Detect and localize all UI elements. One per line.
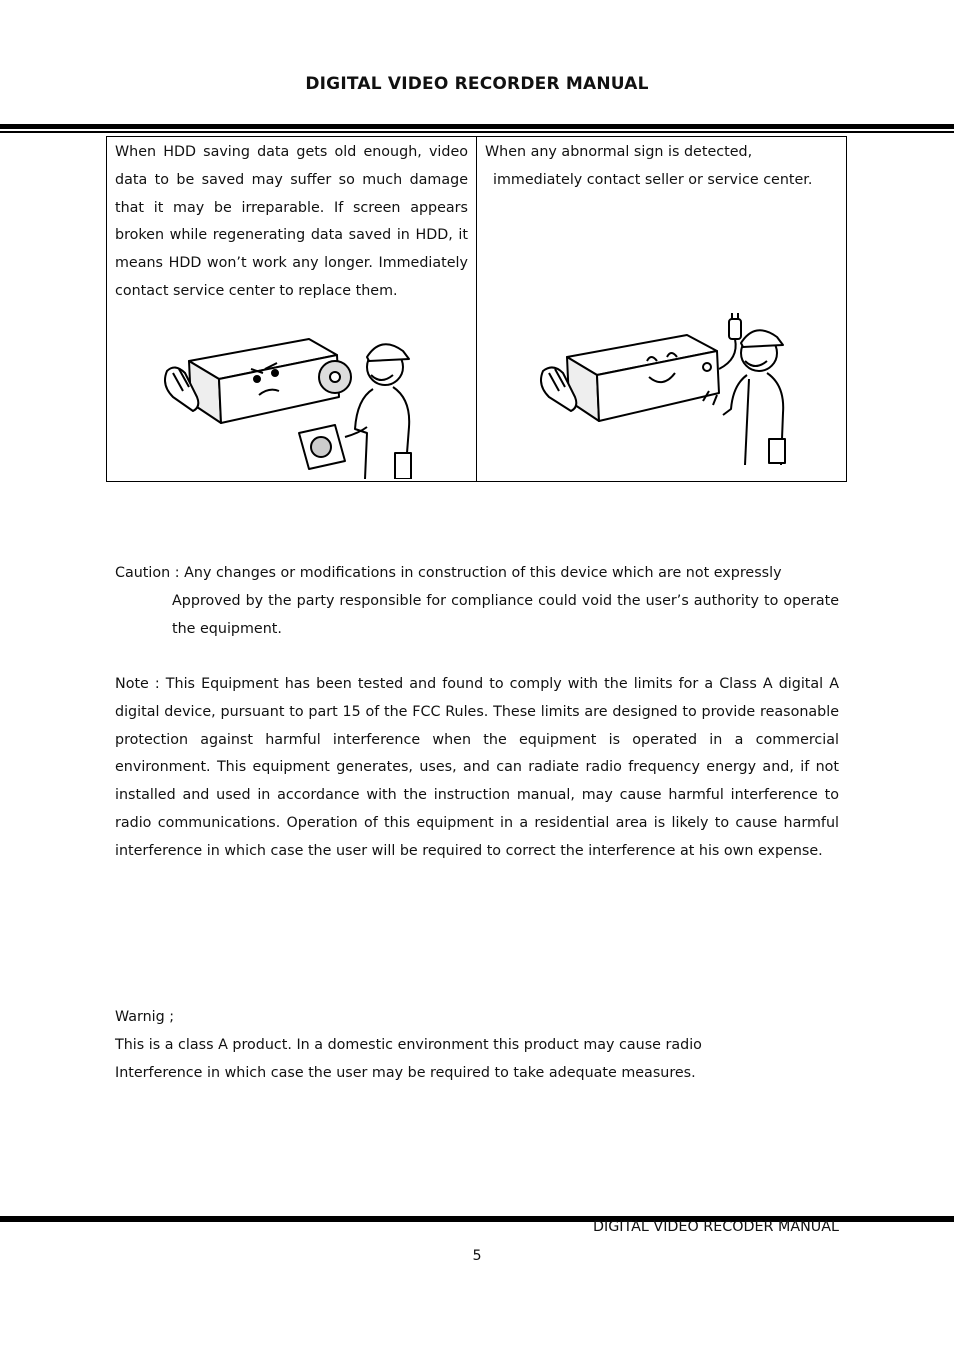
warning-line2: Interference in which case the user may be required to take adequate measures. xyxy=(115,1064,696,1081)
warning-illustration-table xyxy=(106,136,847,482)
warning-line1: This is a class A product. In a domestic environment this product may cause radio xyxy=(115,1036,702,1053)
warning-paragraph xyxy=(115,1004,839,1087)
warning-heading: Warnig ; xyxy=(115,1009,175,1025)
header-rule-thick xyxy=(0,124,954,129)
footer-title: DIGITAL VIDEO RECODER MANUAL xyxy=(592,1219,839,1235)
hdd-warning-text: When HDD saving data gets old enough, video data to be saved may suffer so much damage that it may be irreparable. If screen appears broken while regenerating data saved in HDD, it means HDD won’t work any longer. Immediately contact service center to replace them. xyxy=(115,144,468,299)
abnormal-sign-line2: immediately contact seller or service center. xyxy=(493,171,813,188)
abnormal-sign-line1: When any abnormal sign is detected, xyxy=(485,144,753,160)
caution-line2: Approved by the party responsible for compliance could void the user’s authority to operate the equipment. xyxy=(172,592,839,637)
caution-line1: Caution : Any changes or modifications in construction of this device which are not expressly xyxy=(115,565,782,581)
hdd-replacement-illustration xyxy=(159,333,421,479)
table-divider xyxy=(476,137,477,481)
contact-service-illustration xyxy=(531,311,791,467)
abnormal-sign-text xyxy=(485,139,840,195)
page-title: DIGITAL VIDEO RECORDER MANUAL xyxy=(305,74,649,94)
caution-paragraph xyxy=(115,560,839,643)
page-number: 5 xyxy=(472,1248,482,1264)
fcc-note-paragraph: Note : This Equipment has been tested and found to comply with the limits for a Class A digital A digital device, pursuant to part 15 of the FCC Rules. These limits are designed to provide reasonable protection against harmful interference when the equipment is operated in a commercial environment. This equipment generates, uses, and can radiate radio frequency energy and, if not installed and used in accordance with the instruction manual, may cause harmful interference to radio communications. Operation of this equipment in a residential area is likely to cause harmful interference in which case the user will be required to correct the interference at his own expense. xyxy=(115,676,839,859)
header-rule-thin xyxy=(0,131,954,133)
